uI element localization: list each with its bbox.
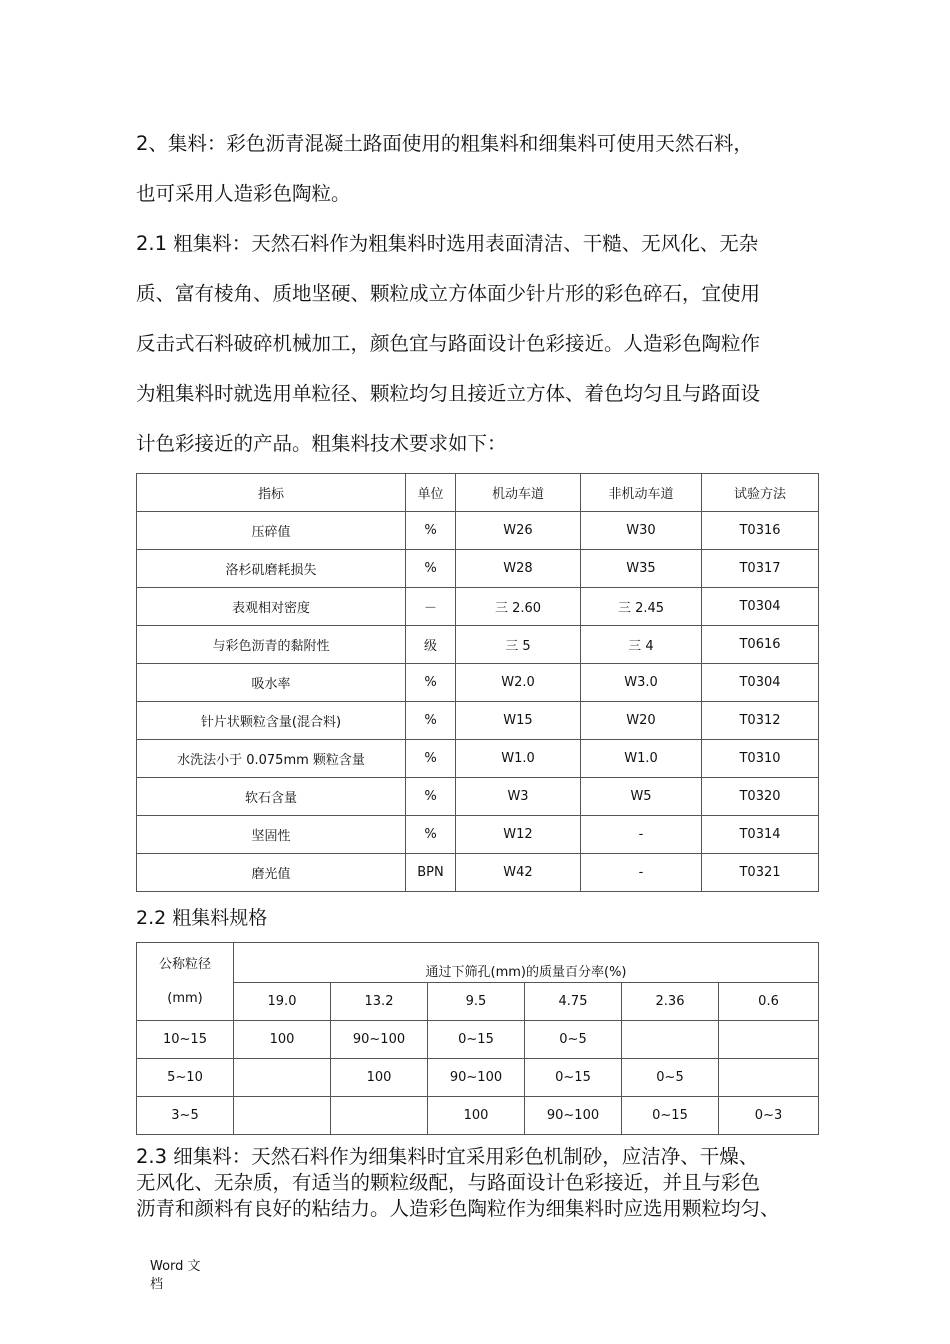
nominal-size-header xyxy=(137,943,234,1021)
corner-line: 公称粒径 xyxy=(158,956,211,972)
header-cell: 试验方法 xyxy=(702,474,819,512)
paragraph-line: 2.3 细集料：天然石料作为细集料时宜采用彩色机制砂，应洁净、干燥、 xyxy=(136,1145,759,1168)
table-cell: W2.0 xyxy=(456,664,581,702)
sieve-cell: 19.0 xyxy=(234,983,331,1021)
table-cell: W3.0 xyxy=(581,664,702,702)
table-cell: T0321 xyxy=(702,854,819,892)
table-cell: - xyxy=(581,816,702,854)
table-cell: W15 xyxy=(456,702,581,740)
table-cell: 针片状颗粒含量(混合料) xyxy=(137,702,406,740)
table-cell: 三 5 xyxy=(456,626,581,664)
table-row xyxy=(137,626,819,664)
paragraph-line: 沥青和颜料有良好的粘结力。人造彩色陶粒作为细集料时应选用颗粒均匀、 xyxy=(136,1197,780,1220)
table-cell: W26 xyxy=(456,512,581,550)
table-cell: 0~5 xyxy=(525,1021,622,1059)
table-cell: % xyxy=(406,778,456,816)
paragraph-line: 2.1 粗集料：天然石料作为粗集料时选用表面清洁、干糙、无风化、无杂 xyxy=(136,232,759,255)
table-cell: W5 xyxy=(581,778,702,816)
table-cell: % xyxy=(406,816,456,854)
footer-line: Word 文 xyxy=(150,1259,201,1274)
table-cell: T0312 xyxy=(702,702,819,740)
header-cell: 非机动车道 xyxy=(581,474,702,512)
table-cell: W30 xyxy=(581,512,702,550)
table-row xyxy=(137,816,819,854)
table-cell: 5~10 xyxy=(137,1059,234,1097)
table-cell: 坚固性 xyxy=(137,816,406,854)
section-heading: 2.2 粗集料规格 xyxy=(136,907,268,929)
table-cell: 级 xyxy=(406,626,456,664)
corner-line: (mm) xyxy=(167,990,203,1006)
table-cell: % xyxy=(406,702,456,740)
table-cell xyxy=(719,1059,819,1097)
table-cell: W35 xyxy=(581,550,702,588)
table-cell: 0~5 xyxy=(622,1059,719,1097)
table-cell: W1.0 xyxy=(456,740,581,778)
sieve-header-row xyxy=(137,983,819,1021)
table-cell: 0~15 xyxy=(622,1097,719,1135)
table-cell: － xyxy=(406,588,456,626)
table-cell: W20 xyxy=(581,702,702,740)
table-row xyxy=(137,702,819,740)
paragraph-line: 也可采用人造彩色陶粒。 xyxy=(136,182,351,205)
table-cell: 100 xyxy=(428,1097,525,1135)
span-header: 通过下筛孔(mm)的质量百分率(%) xyxy=(234,943,819,983)
table-row xyxy=(137,550,819,588)
table-cell: 0~15 xyxy=(525,1059,622,1097)
table-cell: 吸水率 xyxy=(137,664,406,702)
table-row xyxy=(137,1059,819,1097)
paragraph-line: 计色彩接近的产品。粗集料技术要求如下： xyxy=(136,432,507,455)
table-cell xyxy=(622,1021,719,1059)
table-row xyxy=(137,588,819,626)
footer-line: 档 xyxy=(150,1277,164,1292)
header-cell: 指标 xyxy=(137,474,406,512)
table-cell: % xyxy=(406,550,456,588)
coarse-aggregate-requirements-table xyxy=(136,473,819,892)
table-cell: T0304 xyxy=(702,588,819,626)
sieve-cell: 9.5 xyxy=(428,983,525,1021)
table-cell: 三 2.45 xyxy=(581,588,702,626)
sieve-cell: 13.2 xyxy=(331,983,428,1021)
table-cell xyxy=(234,1059,331,1097)
table-cell: 压碎值 xyxy=(137,512,406,550)
table-cell xyxy=(719,1021,819,1059)
table-row xyxy=(137,1097,819,1135)
table-cell: T0320 xyxy=(702,778,819,816)
table-row xyxy=(137,740,819,778)
table-cell: T0317 xyxy=(702,550,819,588)
table-cell: 0~15 xyxy=(428,1021,525,1059)
table-cell: 三 2.60 xyxy=(456,588,581,626)
table-header-row xyxy=(137,943,819,983)
table-cell xyxy=(331,1097,428,1135)
sieve-cell: 2.36 xyxy=(622,983,719,1021)
table-cell: T0304 xyxy=(702,664,819,702)
table-cell: 三 4 xyxy=(581,626,702,664)
paragraph-line: 质、富有棱角、质地坚硬、颗粒成立方体面少针片形的彩色碎石，宜使用 xyxy=(136,282,761,305)
table-cell: 表观相对密度 xyxy=(137,588,406,626)
table-cell: % xyxy=(406,740,456,778)
table-cell: T0314 xyxy=(702,816,819,854)
paragraph-line: 2、集料：彩色沥青混凝土路面使用的粗集料和细集料可使用天然石料， xyxy=(136,132,753,155)
table-cell: 3~5 xyxy=(137,1097,234,1135)
table-cell: 软石含量 xyxy=(137,778,406,816)
table-cell: 90~100 xyxy=(525,1097,622,1135)
table-cell: W1.0 xyxy=(581,740,702,778)
table-cell: T0316 xyxy=(702,512,819,550)
header-cell: 单位 xyxy=(406,474,456,512)
table-cell: W12 xyxy=(456,816,581,854)
table-cell: 0~3 xyxy=(719,1097,819,1135)
paragraph-line: 为粗集料时就选用单粒径、颗粒均匀且接近立方体、着色均匀且与路面设 xyxy=(136,382,761,405)
table-cell: 90~100 xyxy=(331,1021,428,1059)
paragraph-line: 无风化、无杂质，有适当的颗粒级配，与路面设计色彩接近，并且与彩色 xyxy=(136,1171,761,1194)
table-cell: % xyxy=(406,664,456,702)
header-cell: 机动车道 xyxy=(456,474,581,512)
table-row xyxy=(137,1021,819,1059)
table-cell: 与彩色沥青的黏附性 xyxy=(137,626,406,664)
table-cell: BPN xyxy=(406,854,456,892)
table-cell: 100 xyxy=(331,1059,428,1097)
table-cell: 洛杉矶磨耗损失 xyxy=(137,550,406,588)
table-cell: % xyxy=(406,512,456,550)
sieve-cell: 4.75 xyxy=(525,983,622,1021)
page-footer xyxy=(150,1258,210,1294)
table-row xyxy=(137,854,819,892)
table-cell: 水洗法小于 0.075mm 颗粒含量 xyxy=(137,740,406,778)
table-cell: 磨光值 xyxy=(137,854,406,892)
table-cell: 100 xyxy=(234,1021,331,1059)
table-cell: W42 xyxy=(456,854,581,892)
table-cell: 90~100 xyxy=(428,1059,525,1097)
table-header-row xyxy=(137,474,819,512)
table-cell: W28 xyxy=(456,550,581,588)
paragraph-line: 反击式石料破碎机械加工，颜色宜与路面设计色彩接近。人造彩色陶粒作 xyxy=(136,332,761,355)
table-cell: W3 xyxy=(456,778,581,816)
table-cell: T0310 xyxy=(702,740,819,778)
table-cell: T0616 xyxy=(702,626,819,664)
table-row xyxy=(137,778,819,816)
table-cell xyxy=(234,1097,331,1135)
coarse-aggregate-gradation-table xyxy=(136,942,819,1135)
table-cell: - xyxy=(581,854,702,892)
table-cell: 10~15 xyxy=(137,1021,234,1059)
table-row xyxy=(137,664,819,702)
table-row xyxy=(137,512,819,550)
sieve-cell: 0.6 xyxy=(719,983,819,1021)
